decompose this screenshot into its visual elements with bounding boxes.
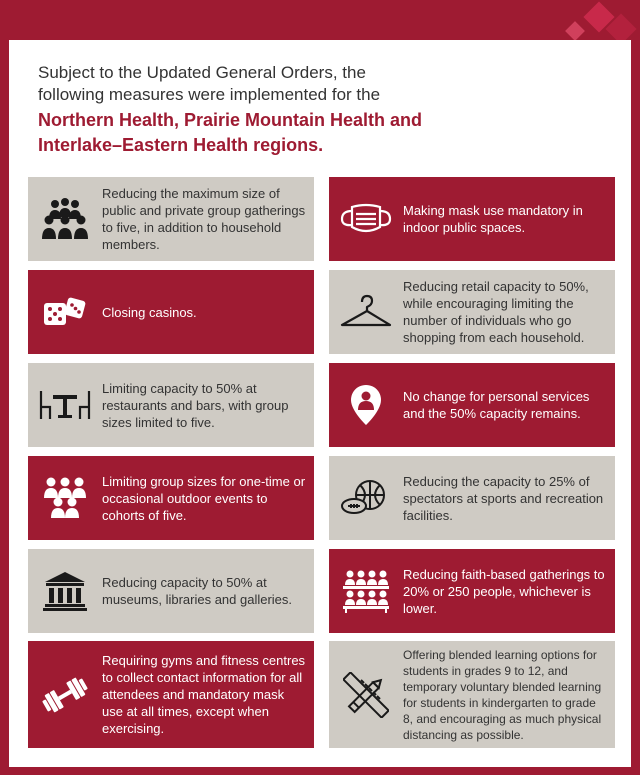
location-person-icon [349,383,383,427]
intro-line-1: Subject to the Updated General Orders, the [38,63,366,82]
measure-text: Closing casinos. [102,304,197,320]
congregation-icon [341,569,391,613]
measure-text: Reducing capacity to 50% at museums, libraries and galleries. [102,575,293,607]
measure-text: Reducing retail capacity to 50%, while encouraging limiting the number of individuals who go shopping from each household. [403,279,589,345]
dumbbell-icon [40,677,90,713]
measure-card-personal-services [329,363,615,447]
measure-card-restaurants [28,363,314,447]
cohort-icon [41,476,89,520]
pencil-ruler-icon [343,672,389,718]
measure-card-outdoor-events [28,456,314,540]
measure-text: Reducing faith-based gatherings to 20% or 250 people, whichever is lower. [403,566,605,616]
measure-card-retail [329,270,615,354]
measure-card-museums [28,549,314,633]
mask-icon [338,202,394,236]
measure-card-schools [329,641,615,748]
group-icon [41,197,89,241]
measure-text: Offering blended learning options for students in grades 9 to 12, and temporary voluntary blended learning for students in kindergarten to grade 8, and encouraging as much physical distancing as possible. [403,647,602,742]
table-chairs-icon [37,389,93,421]
measure-text: Reducing the maximum size of public and private group gatherings to five, in addition to household members. [102,186,306,252]
museum-icon [43,571,87,611]
intro-highlight-1: Northern Health, Prairie Mountain Health and [38,110,423,130]
content-panel [9,40,631,767]
corner-decoration [550,0,640,40]
dice-icon [42,295,88,329]
measure-card-faith [329,549,615,633]
measure-card-group-gatherings [28,177,314,261]
intro-highlight-2: Interlake–Eastern Health regions. [38,135,324,155]
top-band [0,0,640,40]
measure-text: Making mask use mandatory in indoor public spaces. [403,203,583,235]
intro [38,62,598,158]
sports-balls-icon [340,478,392,518]
measure-card-casinos [28,270,314,354]
measure-text: Requiring gyms and fitness centres to collect contact information for all attendees and mandatory mask use at all times, except when exercising. [102,653,306,736]
measure-card-sports [329,456,615,540]
measure-text: Limiting group sizes for one-time or occasional outdoor events to cohorts of five. [102,473,306,523]
measure-text: No change for personal services and the 50% capacity remains. [403,389,590,421]
measure-card-mask [329,177,615,261]
measure-text: Reducing the capacity to 25% of spectators at sports and recreation facilities. [403,473,604,523]
measure-text: Limiting capacity to 50% at restaurants and bars, with group sizes limited to five. [102,380,289,430]
hanger-icon [338,294,394,330]
intro-line-2: following measures were implemented for the [38,85,381,104]
measure-card-gyms [28,641,314,748]
